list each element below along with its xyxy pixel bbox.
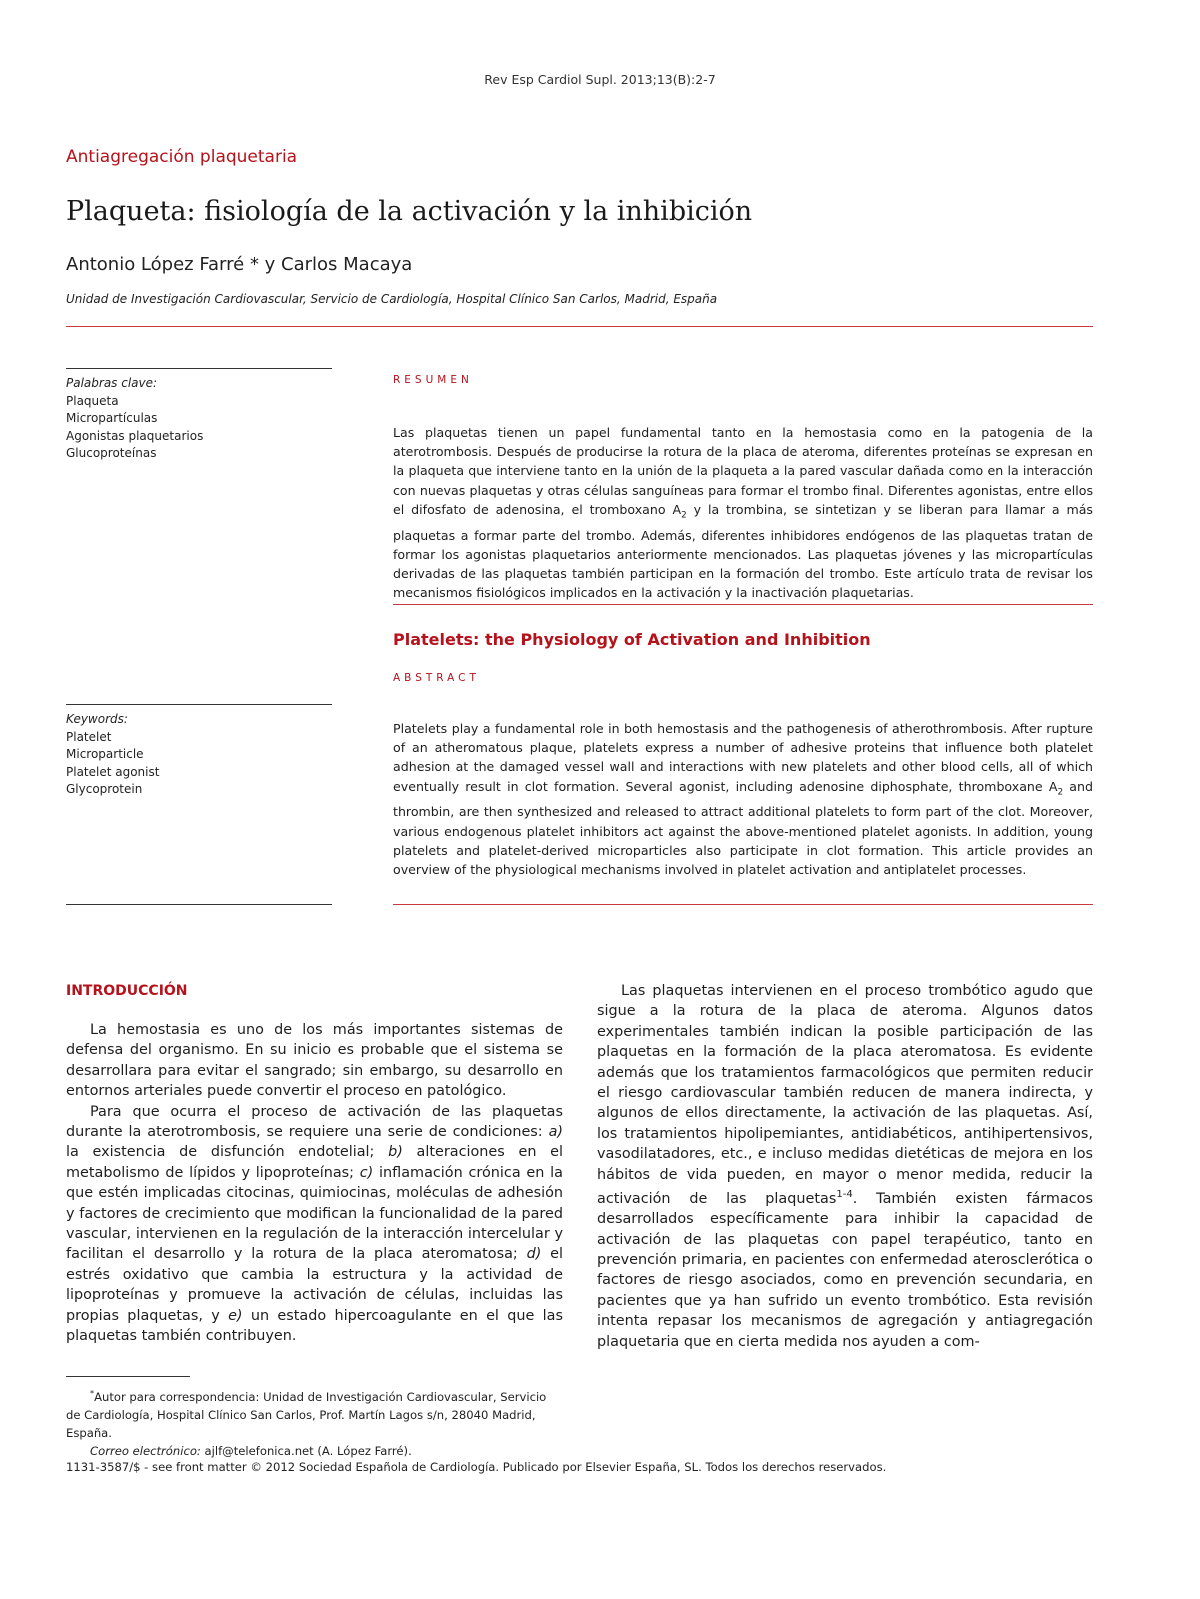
header-divider [66, 326, 1093, 327]
paragraph: Las plaquetas intervienen en el proceso trombótico agudo que sigue a la rotura de la placa de ateroma. Algunos datos experimentales también indican la posible participación de las plaquetas en la formación de la placa ateromatosa. Es evidente además que los tratamientos farmacológicos que permiten reducir el riesgo cardiovascular también reducen de manera indirecta, y algunos de ellos directamente, la activación de las plaquetas. Así, los tratamientos hipolipemiantes, antidiabéticos, antihipertensivos, vasodilatadores, etc., e incluso medidas dietéticas de mejora en los hábitos de vida pueden, en mayor o menor medida, reducir la activación de las plaquetas$^{1-4}$. También existen fármacos desarrollados específicamente para inhibir la capacidad de activación de las plaquetas con papel terapéutico, tanto en prevención primaria, en pacientes con enfermedad aterosclerótica o factores de riesgo asociados, como en prevención secundaria, en pacientes que ya han sufrido un evento trombótico. Esta revisión intenta repasar los mecanismos de agregación y antiagregación plaquetaria que en cierta medida nos ayuden a com- [597, 983, 1093, 1350]
abstract-text: Platelets play a fundamental role in both hemostasis and the pathogenesis of atherothrombosis. After rupture of an atheromatous plaque, platelets express a number of adhesive proteins that influence both platelet adhesion at the damaged vessel wall and interactions with new platelets and other blood cells, all of which eventually result in clot formation. Several agonist, including adenosine diphosphate, thromboxane $A_2$ and thrombin, are then synthesized and released to attract additional platelets to form part of the clot. Moreover, various endogenous platelet inhibitors act against the above-mentioned platelet agonists. In addition, young platelets and platelet-derived microparticles also participate in clot formation. This article provides an overview of the physiological mechanisms involved in platelet activation and antiplatelet processes. [393, 721, 1093, 877]
footnote-rule [66, 1376, 190, 1377]
introduction-heading: INTRODUCCIÓN [66, 983, 188, 999]
body-column-right [597, 981, 1093, 1352]
keyword-item: Plaqueta [66, 393, 119, 408]
resumen-heading: RESUMEN [393, 374, 473, 386]
copyright-line: 1131-3587/$ - see front matter © 2012 Sociedad Española de Cardiología. Publicado por Elsevier España, SL. Todos los derechos reservados. [66, 1460, 887, 1474]
footnote: *Autor para correspondencia: Unidad de Investigación Cardiovascular, Servicio de Cardiología, Hospital Clínico San Carlos, Prof. Martín Lagos s/n, 28040 Madrid, España. Correo electrónico: ajlf@telefonica.net (A. López Farré). [66, 1388, 547, 1458]
keyword-item: Microparticle [66, 747, 144, 761]
body-column-left [66, 1020, 563, 1347]
keyword-item: Platelet [66, 729, 112, 744]
journal-reference: Rev Esp Cardiol Supl. 2013;13(B):2-7 [484, 72, 716, 87]
keyword-item: Platelet agonist [66, 764, 160, 779]
keyword-item: Agonistas plaquetarios [66, 428, 204, 443]
keywords-en [66, 711, 332, 799]
abstract-divider [393, 904, 1093, 905]
authors: Antonio López Farré * y Carlos Macaya [66, 254, 413, 275]
english-title: Platelets: the Physiology of Activation and Inhibition [393, 630, 871, 649]
keywords-es [66, 375, 332, 463]
paragraph: Para que ocurra el proceso de activación de las plaquetas durante la aterotrombosis, se requiere una serie de condiciones: a) la existencia de disfunción endotelial; b) alteraciones en el metabolismo de lípidos y lipoproteínas; c) inflamación crónica en la que estén implicadas citocinas, quimiocinas, moléculas de adhesión y factores de crecimiento que modifican la funcionalidad de la pared vascular, intervienen en la regulación de la interacción intercelular y facilitan el desarrollo y la rotura de la placa ateromatosa; d) el estrés oxidativo que cambia la estructura y la actividad de lipoproteínas y promueve la activación de células, incluidas las propias plaquetas, y e) un estado hipercoagulante en el que las plaquetas también contribuyen. [66, 1103, 563, 1345]
keyword-item: Glycoprotein [66, 782, 143, 796]
section-label: Antiagregación plaquetaria [66, 147, 298, 167]
resumen-divider [393, 604, 1093, 605]
keywords-en-label: Keywords: [66, 712, 128, 726]
article-title: Plaqueta: fisiología de la activación y la inhibición [66, 196, 753, 227]
keyword-item: Micropartículas [66, 411, 158, 425]
keyword-item: Glucoproteínas [66, 446, 157, 460]
keywords-es-label: Palabras clave: [66, 376, 158, 390]
abstract-heading: ABSTRACT [393, 672, 480, 684]
keywords-es-top-rule [66, 368, 332, 369]
affiliation: Unidad de Investigación Cardiovascular, Servicio de Cardiología, Hospital Clínico San Carlos, Madrid, España [66, 292, 718, 306]
keywords-bottom-rule [66, 904, 332, 905]
keywords-en-top-rule [66, 704, 332, 705]
paragraph: La hemostasia es uno de los más importantes sistemas de defensa del organismo. En su inicio es probable que el sistema se desarrollara para evitar el sangrado; sin embargo, su desarrollo en entornos arteriales puede convertir el proceso en patológico. [66, 1022, 563, 1100]
resumen-text: Las plaquetas tienen un papel fundamental tanto en la hemostasia como en la patogenia de la aterotrombosis. Después de producirse la rotura de la placa de ateroma, diferentes proteínas se expresan en la plaqueta que interviene tanto en la unión de la plaqueta a la pared vascular dañada como en la interacción con nuevas plaquetas y otras células sanguíneas para formar el trombo final. Diferentes agonistas, entre ellos el difosfato de adenosina, el tromboxano $A_2$ y la trombina, se sintetizan y se liberan para llamar a más plaquetas a formar parte del trombo. Además, diferentes inhibidores endógenos de las plaquetas tratan de formar los agonistas plaquetarios anteriormente mencionados. Las plaquetas jóvenes y las micropartículas derivadas de las plaquetas también participan en la formación del trombo. Este artículo trata de revisar los mecanismos fisiológicos implicados en la activación y la inactivación plaquetarias. [393, 425, 1093, 601]
